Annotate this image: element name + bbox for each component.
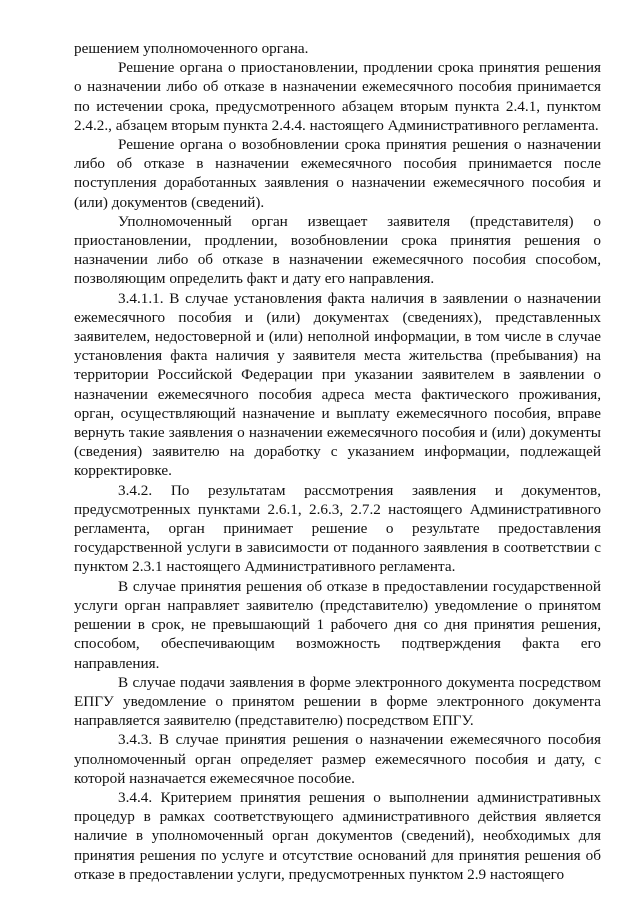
paragraph-notification: Уполномоченный орган извещает заявителя (представителя) о приостановлении, продлении, возобновлении срока принятия решения о назначении либо об отказе в назначении ежемесячного пособия способом, позволяющим определить факт и дату его направления. <box>74 212 601 288</box>
paragraph-refusal-notice: В случае принятия решения об отказе в предоставлении государственной услуги орган направляет заявителю (представителю) уведомление о принятом решении в срок, не превышающий 1 рабочего дня со дня принятия решения, способом, обеспечивающим возможность подтверждения факта его направления. <box>74 577 601 672</box>
paragraph-3-4-4: 3.4.4. Критерием принятия решения о выполнении административных процедур в рамках соответствующего административного действия является наличие в уполномоченный орган документов (сведений), необходимых для принятия решения по услуге и отсутствие оснований для принятия решения об отказе в предоставлении услуги, предусмотренных пунктом 2.9 настоящего <box>74 788 601 883</box>
paragraph-continuation: решением уполномоченного органа. <box>74 40 309 57</box>
paragraph-epgu-notice: В случае подачи заявления в форме электронного документа посредством ЕПГУ уведомление о принятом решении в форме электронного документа направляется заявителю (представителю) посредством ЕПГУ. <box>74 673 601 730</box>
document-body <box>74 39 601 884</box>
paragraph-3-4-3: 3.4.3. В случае принятия решения о назначении ежемесячного пособия уполномоченный орган определяет размер ежемесячного пособия и дату, с которой назначается ежемесячное пособие. <box>74 731 601 787</box>
paragraph-resumption-decision: Решение органа о возобновлении срока принятия решения о назначении либо об отказе в назначении ежемесячного пособия принимается после поступления доработанных заявления о назначении ежемесячного пособия и (или) документов (сведений). <box>74 136 601 211</box>
paragraph-3-4-1-1: 3.4.1.1. В случае установления факта наличия в заявлении о назначении ежемесячного пособия и (или) документах (сведениях), представленных заявителем, недостоверной и (или) неполной информации, в том числе в случае установления факта наличия у заявителя места жительства (пребывания) на территории Российской Федерации при указании заявителем в заявлении о назначении ежемесячного пособия адреса места фактического проживания, орган, осуществляющий назначение и выплату ежемесячного пособия, вправе вернуть такие заявления о назначении ежемесячного пособия и (или) документы (сведения) заявителю на доработку с указанием информации, подлежащей корректировке. <box>74 289 601 480</box>
paragraph-3-4-2: 3.4.2. По результатам рассмотрения заявления и документов, предусмотренных пунктами 2.6.1, 2.6.3, 2.7.2 настоящего Административного регламента, орган принимает решение о результате предоставления государственной услуги в зависимости от поданного заявления в соответствии с пунктом 2.3.1 настоящего Административного регламента. <box>74 481 601 576</box>
paragraph-suspension-decision: Решение органа о приостановлении, продлении срока принятия решения о назначении либо об отказе в назначении ежемесячного пособия принимается по истечении срока, предусмотренного абзацем вторым пункта 2.4.1, пунктом 2.4.2., абзацем вторым пункта 2.4.4. настоящего Административного регламента. <box>74 59 601 134</box>
